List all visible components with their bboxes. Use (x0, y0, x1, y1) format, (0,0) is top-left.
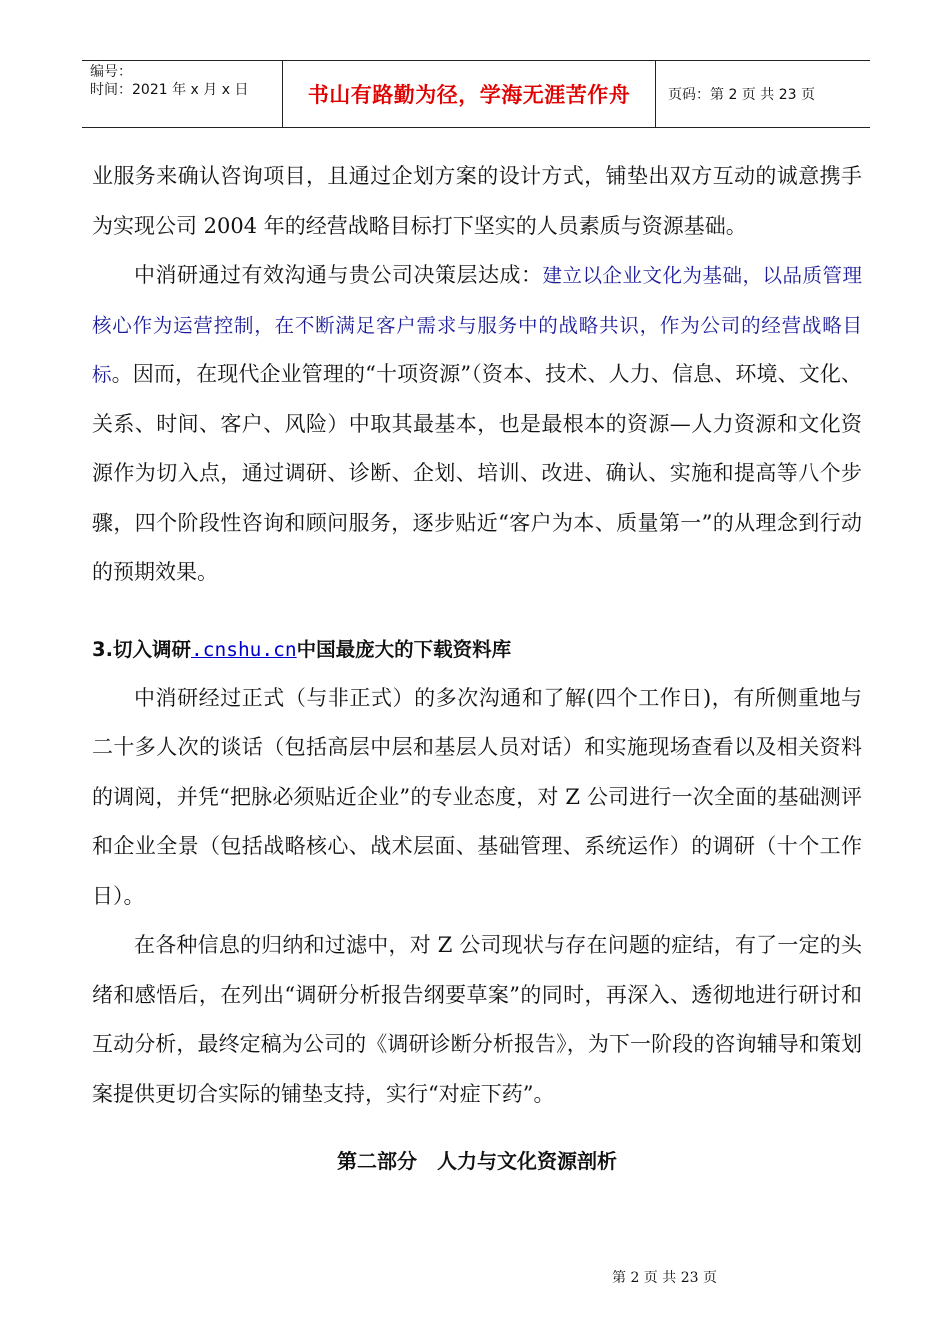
part-2-title: 第二部分 人力与文化资源剖析 (337, 1149, 617, 1173)
paragraph-3: 中消研经过正式（与非正式）的多次沟通和了解(四个工作日)，有所侧重地与二十多人次的谈话（包括高层中层和基层人员对话）和实施现场查看以及相关资料的调阅，并凭“把脉必须贴近企业”的专业态度，对 Z 公司进行一次全面的基础测评和企业全景（包括战略核心、战术层面、基础管理、系统运作）的调研（十个工作日）。 (92, 685, 862, 908)
section-3-heading (92, 626, 862, 674)
cnshu-link[interactable]: .cnshu.cn (190, 637, 297, 661)
header-page: 页码：第 2 页 共 23 页 (668, 87, 815, 103)
footer-page-number: 第 2 页 共 23 页 (612, 1270, 717, 1286)
header-time: 时间：2021 年 x 月 x 日 (90, 82, 249, 98)
header-motto: 书山有路勤为径，学海无涯苦作舟 (282, 61, 656, 127)
document-body (92, 152, 862, 1185)
header-number: 编号： (90, 64, 132, 80)
paragraph-1: 业服务来确认咨询项目，且通过企划方案的设计方式，铺垫出双方互动的诚意携手为实现公司 2004 年的经营战略目标打下坚实的人员素质与资源基础。 (92, 164, 862, 238)
paragraph-2-rest: 。因而，在现代企业管理的“十项资源”（资本、技术、人力、信息、环境、文化、关系、时间、客户、风险）中取其最基本，也是最根本的资源—人力资源和文化资源作为切入点，通过调研、诊断、企划、培训、改进、确认、实施和提高等八个步骤，四个阶段性咨询和顾问服务，逐步贴近“客户为本、质量第一”的从理念到行动的预期效果。 (92, 362, 862, 584)
paragraph-4: 在各种信息的归纳和过滤中，对 Z 公司现状与存在问题的症结，有了一定的头绪和感悟后，在列出“调研分析报告纲要草案”的同时，再深入、透彻地进行研讨和互动分析，最终定稿为公司的《调研诊断分析报告》，为下一阶段的咨询辅导和策划案提供更切合实际的铺垫支持，实行“对症下药”。 (92, 933, 862, 1106)
section-3-suffix: 中国最庞大的下载资料库 (296, 637, 512, 661)
page-footer (0, 1267, 950, 1287)
paragraph-2 (92, 251, 862, 598)
document-header (82, 60, 870, 128)
paragraph-2-intro: 中消研通过有效沟通与贵公司决策层达成： (134, 263, 543, 287)
strategy-consensus-text: 建立以企业文化为基础，以品质管理核心作为运营控制，在不断满足客户需求与服务中的战略共识，作为公司的经营战略目标 (92, 264, 862, 386)
header-meta (82, 61, 282, 127)
section-3-prefix: 3.切入调研 (92, 637, 191, 661)
